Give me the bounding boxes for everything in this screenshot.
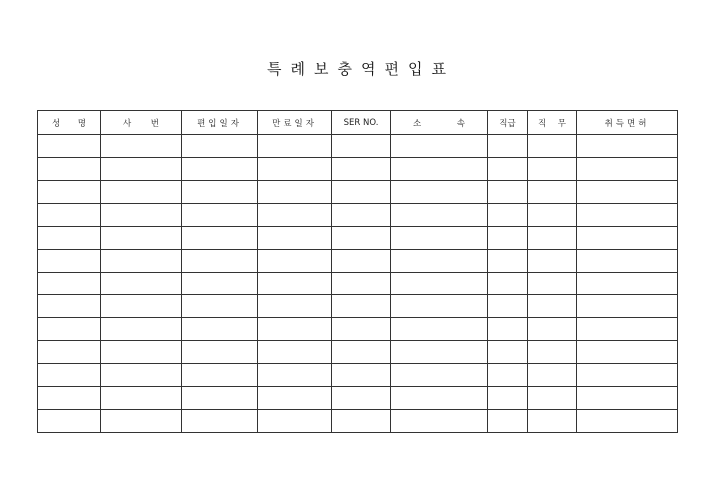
cell-employee-number[interactable]	[101, 203, 182, 226]
cell-expire-date[interactable]	[258, 364, 332, 387]
cell-expire-date[interactable]	[258, 226, 332, 249]
cell-rank[interactable]	[488, 249, 528, 272]
table-row	[38, 226, 678, 249]
cell-enlist-date[interactable]	[182, 295, 258, 318]
cell-expire-date[interactable]	[258, 272, 332, 295]
cell-enlist-date[interactable]	[182, 180, 258, 203]
cell-department[interactable]	[391, 135, 488, 158]
cell-duty[interactable]	[528, 157, 577, 180]
cell-name[interactable]	[38, 295, 101, 318]
cell-expire-date[interactable]	[258, 410, 332, 433]
cell-department[interactable]	[391, 249, 488, 272]
cell-rank[interactable]	[488, 226, 528, 249]
cell-name[interactable]	[38, 341, 101, 364]
cell-employee-number[interactable]	[101, 364, 182, 387]
page-title: 특례보충역편입표	[267, 60, 455, 78]
table-row	[38, 341, 678, 364]
cell-expire-date[interactable]	[258, 180, 332, 203]
cell-employee-number[interactable]	[101, 318, 182, 341]
cell-name[interactable]	[38, 135, 101, 158]
table-body	[38, 135, 678, 433]
header-employee-number: 사 번	[101, 111, 182, 135]
cell-expire-date[interactable]	[258, 203, 332, 226]
cell-duty[interactable]	[528, 295, 577, 318]
cell-department[interactable]	[391, 203, 488, 226]
cell-department[interactable]	[391, 341, 488, 364]
table-row	[38, 203, 678, 226]
cell-name[interactable]	[38, 387, 101, 410]
cell-enlist-date[interactable]	[182, 226, 258, 249]
cell-duty[interactable]	[528, 203, 577, 226]
cell-employee-number[interactable]	[101, 410, 182, 433]
cell-ser-no[interactable]	[332, 318, 391, 341]
cell-duty[interactable]	[528, 180, 577, 203]
cell-ser-no[interactable]	[332, 295, 391, 318]
cell-rank[interactable]	[488, 272, 528, 295]
cell-ser-no[interactable]	[332, 157, 391, 180]
header-expire-date: 만료일자	[258, 111, 332, 135]
cell-enlist-date[interactable]	[182, 249, 258, 272]
header-duty: 직 무	[528, 111, 577, 135]
enlistment-table	[37, 110, 678, 433]
header-license: 취득면허	[577, 111, 678, 135]
cell-rank[interactable]	[488, 295, 528, 318]
cell-license[interactable]	[577, 135, 678, 158]
cell-expire-date[interactable]	[258, 249, 332, 272]
cell-name[interactable]	[38, 318, 101, 341]
cell-expire-date[interactable]	[258, 387, 332, 410]
cell-rank[interactable]	[488, 203, 528, 226]
table-row	[38, 410, 678, 433]
cell-name[interactable]	[38, 249, 101, 272]
table-row	[38, 387, 678, 410]
table-row	[38, 272, 678, 295]
cell-duty[interactable]	[528, 387, 577, 410]
cell-employee-number[interactable]	[101, 135, 182, 158]
cell-ser-no[interactable]	[332, 387, 391, 410]
header-row	[38, 111, 678, 135]
cell-employee-number[interactable]	[101, 180, 182, 203]
cell-name[interactable]	[38, 272, 101, 295]
table-row	[38, 318, 678, 341]
cell-department[interactable]	[391, 272, 488, 295]
header-ser-no: SER NO.	[332, 111, 391, 135]
cell-rank[interactable]	[488, 410, 528, 433]
table-row	[38, 249, 678, 272]
table-row	[38, 295, 678, 318]
cell-rank[interactable]	[488, 387, 528, 410]
cell-ser-no[interactable]	[332, 135, 391, 158]
cell-ser-no[interactable]	[332, 180, 391, 203]
header-department: 소 속	[391, 111, 488, 135]
cell-name[interactable]	[38, 364, 101, 387]
cell-ser-no[interactable]	[332, 341, 391, 364]
cell-employee-number[interactable]	[101, 272, 182, 295]
cell-employee-number[interactable]	[101, 295, 182, 318]
cell-enlist-date[interactable]	[182, 364, 258, 387]
cell-ser-no[interactable]	[332, 272, 391, 295]
cell-department[interactable]	[391, 295, 488, 318]
cell-duty[interactable]	[528, 341, 577, 364]
cell-duty[interactable]	[528, 318, 577, 341]
cell-license[interactable]	[577, 226, 678, 249]
cell-license[interactable]	[577, 387, 678, 410]
cell-duty[interactable]	[528, 410, 577, 433]
cell-rank[interactable]	[488, 180, 528, 203]
cell-license[interactable]	[577, 272, 678, 295]
cell-department[interactable]	[391, 180, 488, 203]
cell-department[interactable]	[391, 387, 488, 410]
cell-enlist-date[interactable]	[182, 341, 258, 364]
cell-name[interactable]	[38, 157, 101, 180]
cell-license[interactable]	[577, 157, 678, 180]
cell-expire-date[interactable]	[258, 295, 332, 318]
table-row	[38, 157, 678, 180]
cell-ser-no[interactable]	[332, 203, 391, 226]
table-row	[38, 135, 678, 158]
cell-enlist-date[interactable]	[182, 272, 258, 295]
cell-duty[interactable]	[528, 226, 577, 249]
cell-department[interactable]	[391, 157, 488, 180]
cell-duty[interactable]	[528, 135, 577, 158]
table-row	[38, 364, 678, 387]
cell-license[interactable]	[577, 318, 678, 341]
cell-license[interactable]	[577, 364, 678, 387]
header-enlist-date: 편입일자	[182, 111, 258, 135]
cell-ser-no[interactable]	[332, 364, 391, 387]
cell-department[interactable]	[391, 410, 488, 433]
cell-duty[interactable]	[528, 249, 577, 272]
cell-name[interactable]	[38, 410, 101, 433]
cell-enlist-date[interactable]	[182, 203, 258, 226]
cell-duty[interactable]	[528, 272, 577, 295]
cell-enlist-date[interactable]	[182, 387, 258, 410]
cell-license[interactable]	[577, 295, 678, 318]
cell-rank[interactable]	[488, 157, 528, 180]
cell-department[interactable]	[391, 364, 488, 387]
cell-name[interactable]	[38, 180, 101, 203]
cell-license[interactable]	[577, 203, 678, 226]
cell-ser-no[interactable]	[332, 226, 391, 249]
table-row	[38, 180, 678, 203]
cell-expire-date[interactable]	[258, 157, 332, 180]
cell-expire-date[interactable]	[258, 135, 332, 158]
cell-employee-number[interactable]	[101, 387, 182, 410]
cell-expire-date[interactable]	[258, 341, 332, 364]
cell-rank[interactable]	[488, 364, 528, 387]
cell-department[interactable]	[391, 318, 488, 341]
cell-ser-no[interactable]	[332, 410, 391, 433]
cell-name[interactable]	[38, 226, 101, 249]
cell-employee-number[interactable]	[101, 341, 182, 364]
cell-license[interactable]	[577, 249, 678, 272]
header-rank: 직급	[488, 111, 528, 135]
cell-enlist-date[interactable]	[182, 410, 258, 433]
cell-license[interactable]	[577, 180, 678, 203]
cell-ser-no[interactable]	[332, 249, 391, 272]
header-name: 성 명	[38, 111, 101, 135]
cell-employee-number[interactable]	[101, 226, 182, 249]
cell-enlist-date[interactable]	[182, 157, 258, 180]
cell-name[interactable]	[38, 203, 101, 226]
cell-rank[interactable]	[488, 341, 528, 364]
cell-enlist-date[interactable]	[182, 135, 258, 158]
cell-employee-number[interactable]	[101, 157, 182, 180]
cell-department[interactable]	[391, 226, 488, 249]
cell-expire-date[interactable]	[258, 318, 332, 341]
cell-enlist-date[interactable]	[182, 318, 258, 341]
cell-license[interactable]	[577, 410, 678, 433]
cell-license[interactable]	[577, 341, 678, 364]
cell-rank[interactable]	[488, 135, 528, 158]
cell-employee-number[interactable]	[101, 249, 182, 272]
cell-rank[interactable]	[488, 318, 528, 341]
cell-duty[interactable]	[528, 364, 577, 387]
